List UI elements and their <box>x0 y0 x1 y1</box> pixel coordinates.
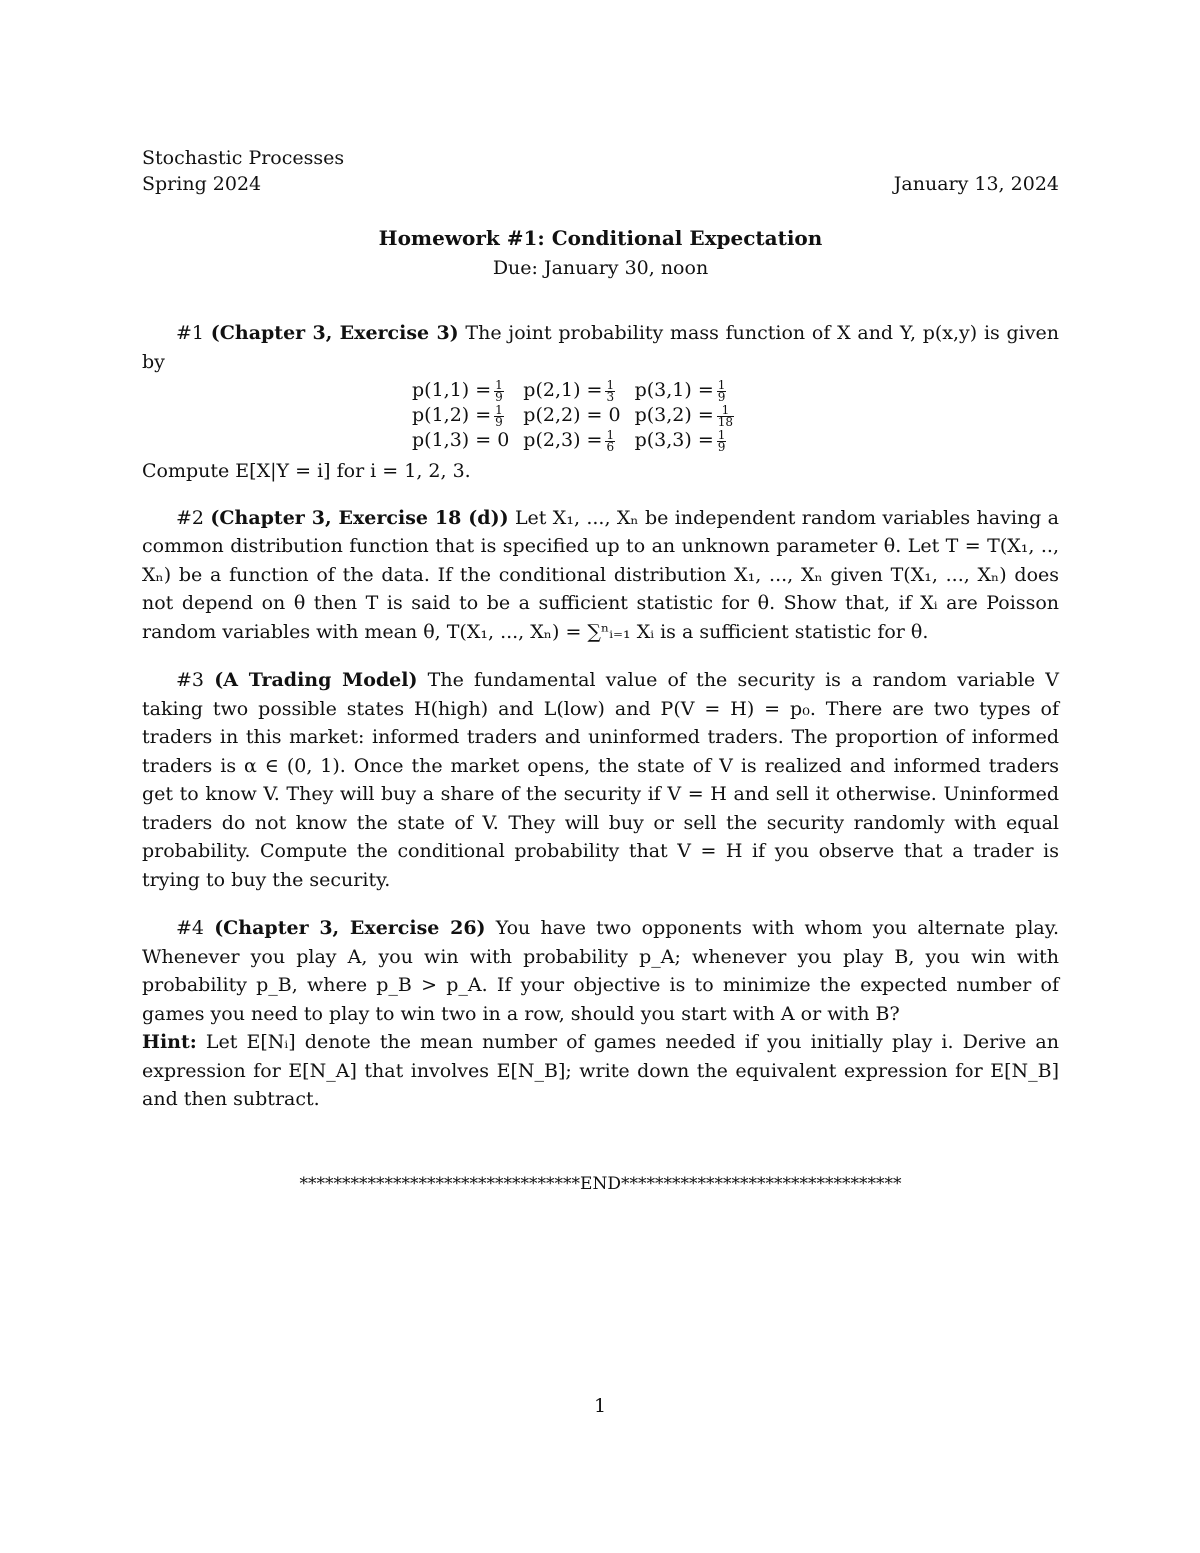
pmf-numerator: 1 <box>606 427 615 442</box>
problem-1-heading: (Chapter 3, Exercise 3) <box>210 322 459 344</box>
pmf-fraction <box>605 427 615 454</box>
end-marker: *********************************END********************************* <box>299 1173 902 1194</box>
pmf-fraction <box>717 377 727 404</box>
pmf-cell-label: p(2,1) = <box>523 379 603 401</box>
document-page <box>142 145 1059 1194</box>
problem-2-heading: (Chapter 3, Exercise 18 (d)) <box>210 506 509 529</box>
pmf-denominator: 9 <box>717 439 726 454</box>
homework-title: Homework #1: Conditional Expectation <box>378 226 823 250</box>
document-date: January 13, 2024 <box>893 173 1059 195</box>
pmf-row <box>412 403 748 428</box>
pmf-row <box>412 378 748 403</box>
problem-4-text: You have two opponents with whom you alternate play. Whenever you play A, you win with probability p_A; whenever you play B, you win with probability p_B, where p_B > p_A. If your objective is to minimize the expected number of games you need to play to win two in a row, should you start with A or with B? <box>142 917 1059 1025</box>
problem-2-number: #2 <box>176 506 205 529</box>
pmf-denominator: 18 <box>717 414 734 429</box>
problem-4 <box>142 914 1059 1028</box>
pmf-row <box>412 428 748 453</box>
pmf-numerator: 1 <box>717 427 726 442</box>
problem-1-number: #1 <box>176 322 205 344</box>
course-name: Stochastic Processes <box>142 147 345 169</box>
term: Spring 2024 <box>142 173 262 195</box>
pmf-cell-label: p(2,2) = 0 <box>523 404 621 426</box>
problem-3-number: #3 <box>176 669 205 691</box>
pmf-cell-label: p(2,3) = <box>523 429 603 451</box>
pmf-cell-label: p(3,1) = <box>634 379 714 401</box>
pmf-cell <box>412 378 523 403</box>
problem-3 <box>142 666 1059 894</box>
problem-2 <box>142 504 1059 647</box>
pmf-cell <box>412 403 523 428</box>
pmf-numerator: 1 <box>495 377 503 392</box>
pmf-numerator: 1 <box>606 377 615 392</box>
pmf-denominator: 9 <box>495 414 503 429</box>
hint-text: Let E[Nᵢ] denote the mean number of games needed if you initially play i. Derive an expression for E[N_A] that involves E[N_B]; write down the equivalent expression for E[N_B] and then subtract. <box>142 1031 1059 1110</box>
pmf-denominator: 3 <box>606 389 615 404</box>
pmf-numerator: 1 <box>495 402 503 417</box>
pmf-cell <box>635 403 748 428</box>
problem-1-text: The joint probability mass function of X and Y, p(x,y) is given by <box>142 322 1059 373</box>
problem-1-question: Compute E[X|Y = i] for i = 1, 2, 3. <box>142 460 471 482</box>
pmf-cell <box>523 428 634 453</box>
document-header <box>142 145 1059 197</box>
pmf-denominator: 9 <box>717 389 726 404</box>
problem-4-hint <box>142 1028 1059 1114</box>
pmf-table <box>412 378 748 453</box>
pmf-fraction <box>494 402 504 429</box>
pmf-fraction <box>494 377 504 404</box>
pmf-fraction <box>605 377 615 404</box>
problem-2-text: Let X₁, ..., Xₙ be independent random variables having a common distribution function that is specified up to an unknown parameter θ. Let T = T(X₁, .., Xₙ) be a function of the data. If the conditional distribution X₁, ..., Xₙ given T(X₁, ..., Xₙ) does not depend on θ then T is said to be a sufficient statistic for θ. Show that, if Xᵢ are Poisson random variables with mean θ, T(X₁, ..., Xₙ) = ∑ⁿᵢ₌₁ Xᵢ is a sufficient statistic for θ. <box>142 506 1060 643</box>
pmf-numerator: 1 <box>717 377 726 392</box>
pmf-cell-label: p(1,3) = 0 <box>412 429 510 451</box>
hint-label: Hint: <box>142 1031 197 1053</box>
pmf-cell-label: p(3,3) = <box>634 429 714 451</box>
pmf-cell <box>635 428 748 453</box>
problem-3-heading: (A Trading Model) <box>214 669 418 691</box>
page-number: 1 <box>593 1395 607 1417</box>
pmf-cell <box>412 428 523 453</box>
pmf-cell <box>523 378 634 403</box>
due-date: Due: January 30, noon <box>492 257 709 279</box>
pmf-cell-label: p(3,2) = <box>634 404 714 426</box>
problem-1 <box>142 319 1059 376</box>
pmf-cell-label: p(1,2) = <box>412 404 492 426</box>
problem-4-number: #4 <box>176 917 205 939</box>
pmf-fraction <box>717 427 727 454</box>
pmf-denominator: 9 <box>495 389 503 404</box>
pmf-numerator: 1 <box>717 405 734 417</box>
problem-3-text: The fundamental value of the security is a random variable V taking two possible states H(high) and L(low) and P(V = H) = p₀. There are two types of traders in this market: informed traders and uninformed traders. The proportion of informed traders is α ∈ (0, 1). Once the market opens, the state of V is realized and informed traders get to know V. They will buy a share of the security if V = H and sell it otherwise. Uninformed traders do not know the state of V. They will buy or sell the security randomly with equal probability. Compute the conditional probability that V = H if you observe that a trader is trying to buy the security. <box>142 669 1060 891</box>
pmf-denominator: 6 <box>606 439 615 454</box>
pmf-cell <box>635 378 748 403</box>
pmf-fraction <box>717 402 734 429</box>
problem-4-heading: (Chapter 3, Exercise 26) <box>214 917 486 939</box>
pmf-cell <box>523 403 634 428</box>
pmf-cell-label: p(1,1) = <box>412 379 492 401</box>
